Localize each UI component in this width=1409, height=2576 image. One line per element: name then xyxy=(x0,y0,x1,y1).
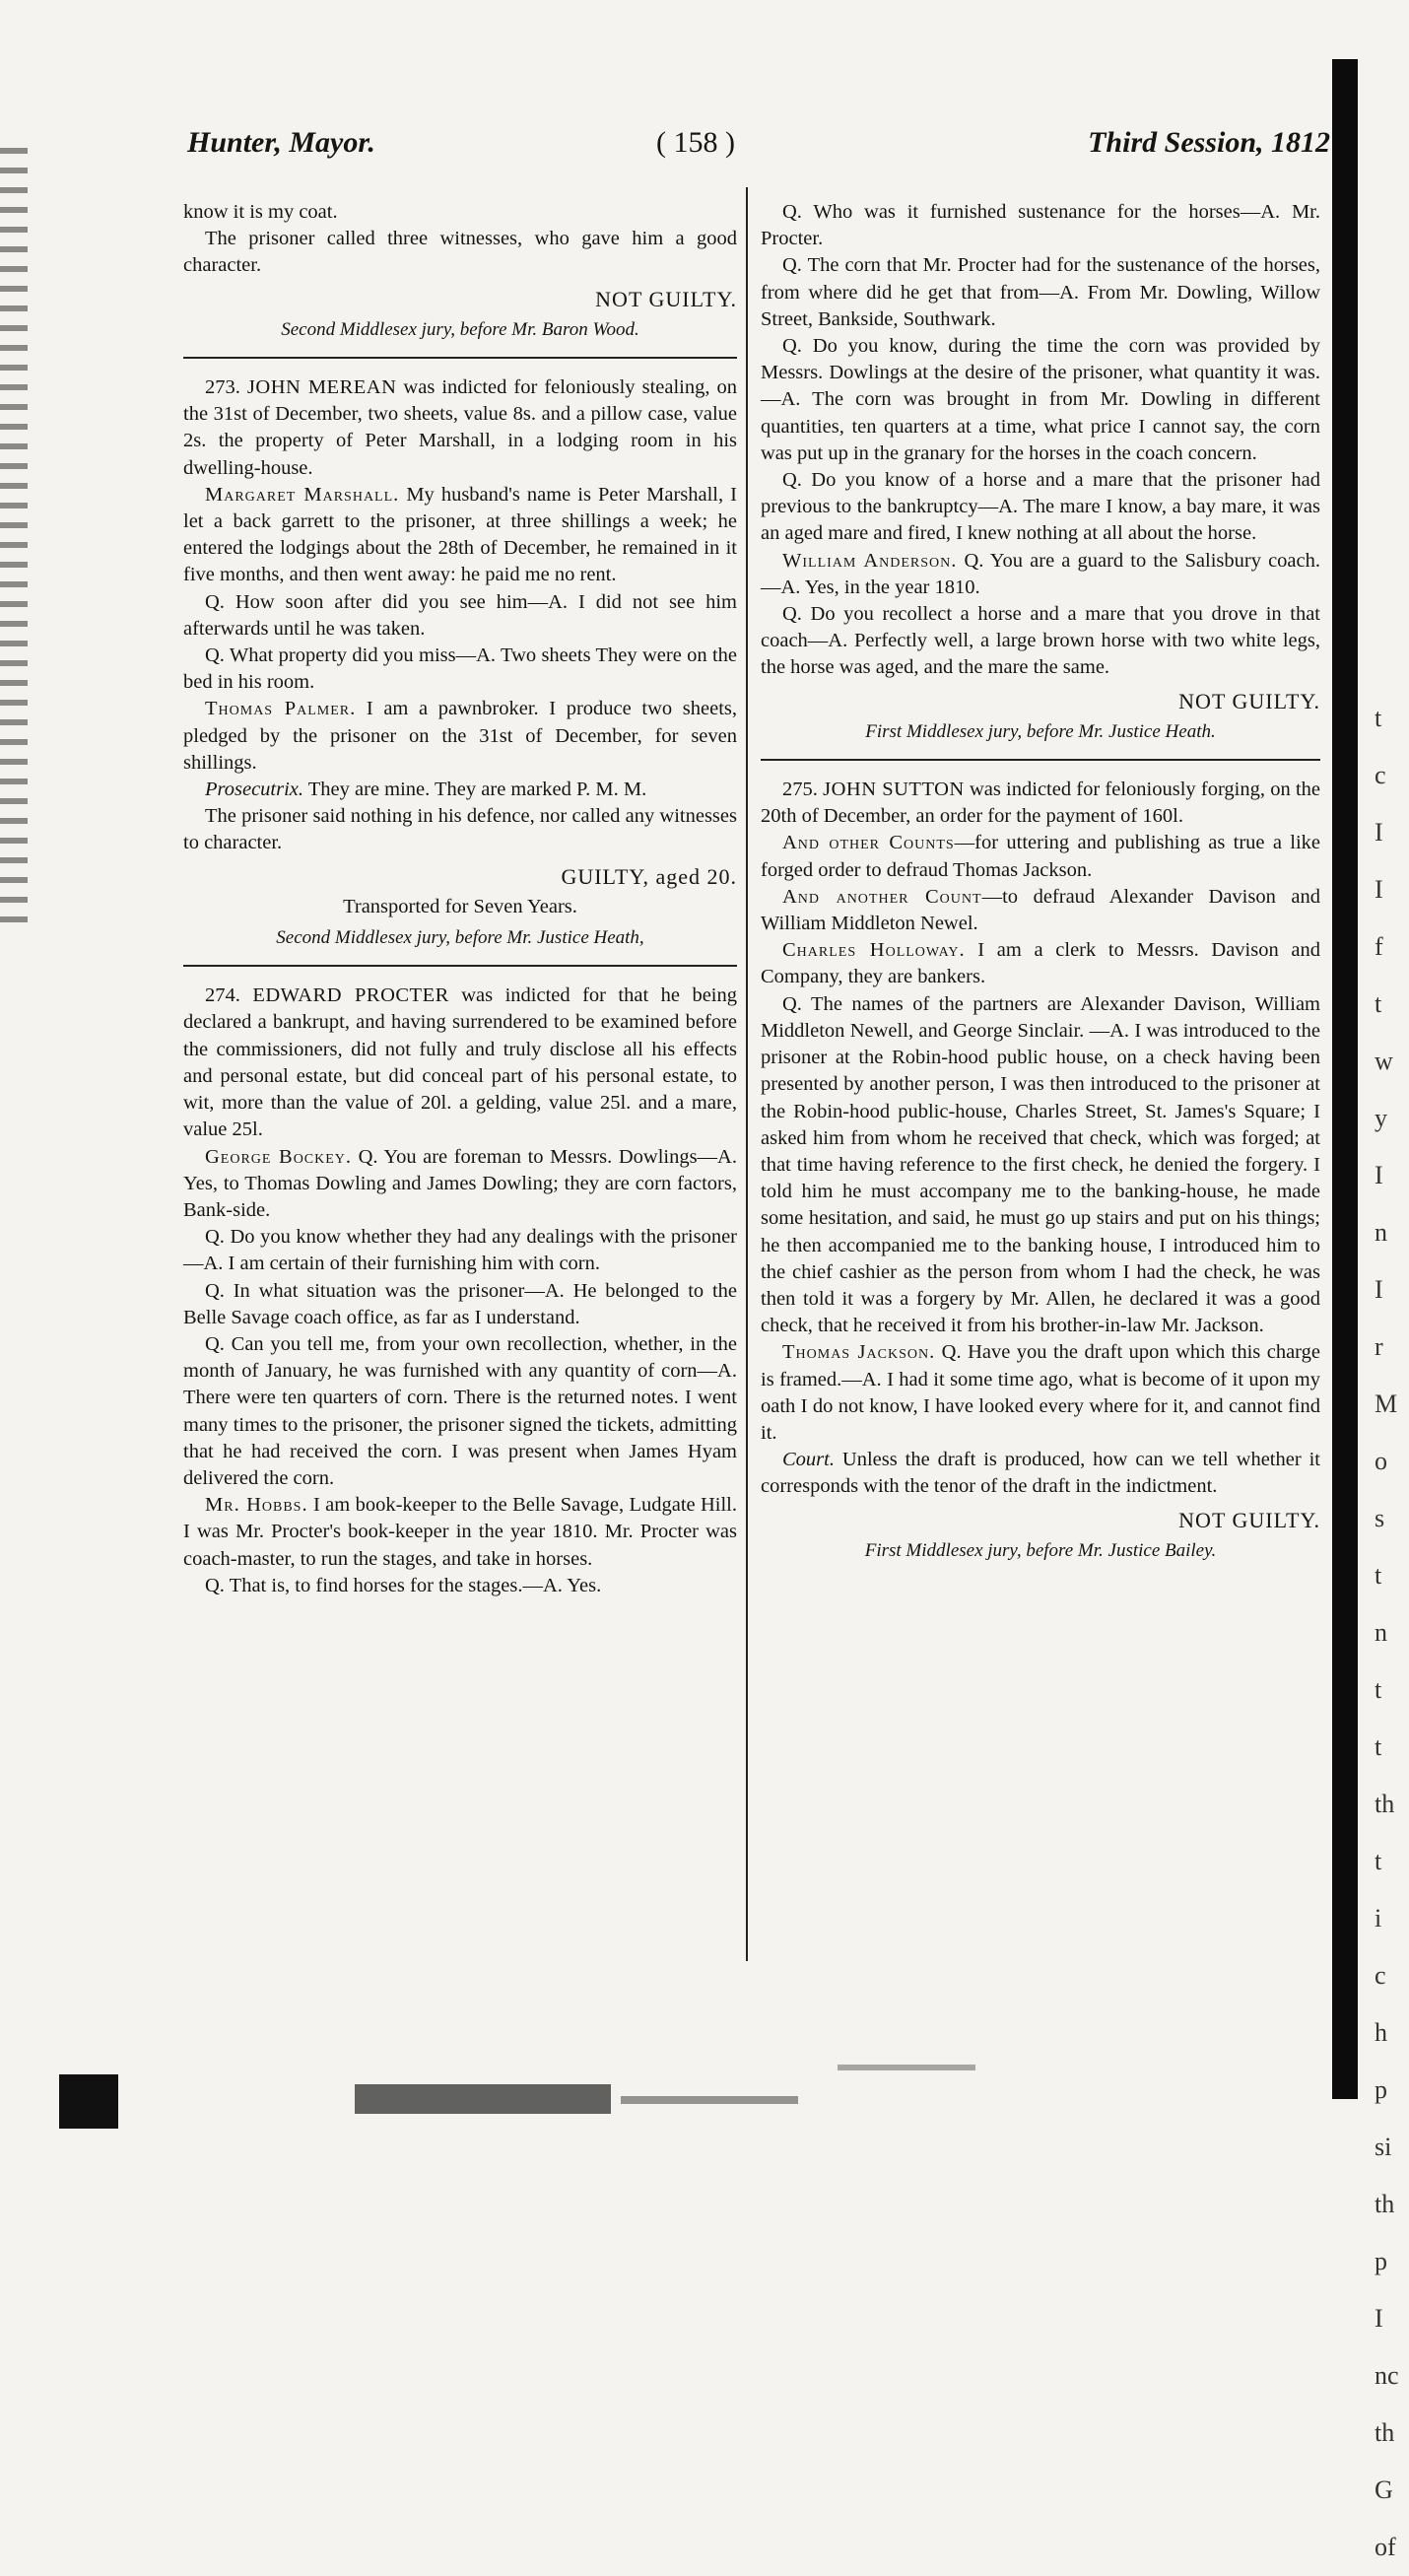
case-separator xyxy=(183,965,737,967)
adjacent-page-bleed xyxy=(1375,690,1409,2561)
testimony xyxy=(183,777,737,803)
testimony-text: Q. You are a guard to the Salisbury coach.—A. Yes, in the year 1810. xyxy=(761,549,1320,598)
bleed-fragment: I xyxy=(1375,1161,1383,1189)
testimony xyxy=(183,1492,737,1573)
page-number: ( 158 ) xyxy=(656,126,735,159)
defendant-name: JOHN SUTTON xyxy=(823,779,965,801)
testimony-text: My husband's name is Peter Marshall, I let a back garrett to the prisoner, at three shillings a week; he entered the lodgings about the 28th of December, he remained in it five months, and then went away: he paid me no rent. xyxy=(183,483,737,586)
testimony-text: Q. Have you the draft upon which this charge is framed.—A. I had it some time ago, what is become of it upon my oath I do not know, I have looked every where for it, and cannot find it. xyxy=(761,1341,1320,1444)
witness-name: George Bockey. xyxy=(205,1145,353,1168)
question-answer: Q. How soon after did you see him—A. I did not see him afterwards until he was taken. xyxy=(183,590,737,640)
question-answer: Q. Do you know, during the time the corn was provided by Messrs. Dowlings at the desire of the prisoner, what quantity it was.—A. The corn was brought in from Mr. Dowling in different quantities, ten quarters at a time, what price I cannot say, the corn was put up in the granary for the horses in the coach concern. xyxy=(761,335,1320,464)
question-answer: Q. In what situation was the prisoner—A. He belonged to the Belle Savage coach office, as far as I understand. xyxy=(183,1279,737,1328)
column-divider xyxy=(746,187,748,1961)
sentence: Transported for Seven Years. xyxy=(343,895,577,917)
jury-line: First Middlesex jury, before Mr. Justice Heath. xyxy=(865,720,1216,742)
speaker-label: Court. xyxy=(782,1449,835,1471)
bleed-fragment: th xyxy=(1375,2190,1395,2218)
indictment-text: was indicted for that he being declared a bankrupt, and having surrendered to be examined before the commissioners, did not fully and truly disclose all his effects and personal estate, but did conceal part of his personal estate, to wit, more than the value of 20l. a gelding, value 25l. and a mare, value 25l. xyxy=(183,984,737,1141)
testimony-text: They are mine. They are marked P. M. M. xyxy=(303,779,647,801)
testimony xyxy=(183,696,737,777)
testimony-text: Q. You are foreman to Messrs. Dowlings—A. Yes, to Thomas Dowling and James Dowling; they are corn factors, Bank-side. xyxy=(183,1145,737,1221)
bleed-fragment: t xyxy=(1375,704,1382,732)
bleed-fragment: th xyxy=(1375,2418,1395,2447)
question-answer: Q. Who was it furnished sustenance for the horses—A. Mr. Procter. xyxy=(761,201,1320,250)
count-text: —to defraud Alexander Davison and William Middleton Newel. xyxy=(761,885,1321,935)
running-header xyxy=(187,126,1330,175)
bleed-fragment: M xyxy=(1375,1390,1398,1418)
testimony-text: I am a clerk to Messrs. Davison and Company, they are bankers. xyxy=(761,939,1320,988)
indictment-text: was indicted for feloniously forging, on the 20th of December, an order for the payment of 160l. xyxy=(761,779,1320,828)
bleed-fragment: t xyxy=(1375,1675,1382,1704)
count-label: And another Count xyxy=(782,885,982,908)
left-column xyxy=(183,199,737,1599)
case-separator xyxy=(183,357,737,359)
bleed-fragment: t xyxy=(1375,1847,1382,1875)
count xyxy=(761,830,1320,883)
question-answer: Q. That is, to find horses for the stages.—A. Yes. xyxy=(205,1574,602,1596)
question-answer: Q. What property did you miss—A. Two sheets They were on the bed in his room. xyxy=(183,644,737,694)
bleed-fragment: h xyxy=(1375,2018,1387,2047)
question-answer: Q. The names of the partners are Alexander Davison, William Middleton Newell, and George Sinclair. —A. I was introduced to the prisoner at the Robin-hood public house, on a check having been presented by another person, I was then introduced to the prisoner at the Robin-hood public-house, Charles Street, St. James's Square; I asked him from whom he received that check, which was forged; at that time having reference to the first check, he denied the forgery. I told him he must accompany me to the banking-house, he made some hesitation, and said, he must go up stairs and put on his things; he then accompanied me to the banking house, I introduced him to the chief cashier as the person from whom I had the check, he was then told it was a forgery by Mr. Allen, he declared it was a good check, that he received it from his brother-in-law Mr. Jackson. xyxy=(761,992,1320,1337)
case-274 xyxy=(183,983,737,1143)
bleed-fragment: t xyxy=(1375,1732,1382,1761)
header-right: Third Session, 1812 xyxy=(1088,126,1330,159)
bleed-fragment: f xyxy=(1375,932,1383,961)
bleed-fragment: I xyxy=(1375,818,1383,847)
case-separator xyxy=(761,759,1320,761)
bleed-fragment: c xyxy=(1375,1961,1386,1990)
question-answer: Q. Do you know whether they had any dealings with the prisoner—A. I am certain of their furnishing him with corn. xyxy=(183,1226,737,1275)
bleed-fragment: w xyxy=(1375,1047,1393,1075)
bleed-fragment: G xyxy=(1375,2475,1393,2504)
right-column xyxy=(761,199,1320,1574)
bleed-fragment: n xyxy=(1375,1218,1387,1247)
defendant-name: EDWARD PROCTER xyxy=(252,984,449,1007)
bleed-fragment: I xyxy=(1375,1275,1383,1304)
verdict: NOT GUILTY. xyxy=(1178,1507,1320,1532)
witness-name: Mr. Hobbs. xyxy=(205,1494,308,1517)
bleed-fragment: t xyxy=(1375,1561,1382,1590)
jury-line: First Middlesex jury, before Mr. Justice Bailey. xyxy=(864,1539,1217,1561)
bleed-fragment: th xyxy=(1375,1790,1395,1818)
scan-margin-stain xyxy=(0,148,28,936)
bleed-fragment: i xyxy=(1375,1904,1382,1932)
verdict: NOT GUILTY. xyxy=(1178,688,1320,713)
count-label: And other Counts xyxy=(782,832,955,854)
bleed-fragment: r xyxy=(1375,1332,1383,1361)
verdict: NOT GUILTY. xyxy=(595,286,737,311)
bleed-fragment: p xyxy=(1375,2247,1387,2275)
count xyxy=(761,884,1320,937)
testimony-text: I am book-keeper to the Belle Savage, Ludgate Hill. I was Mr. Procter's book-keeper in the year 1810. Mr. Procter was coach-master, to run the stages, and take in horses. xyxy=(183,1494,738,1570)
testimony xyxy=(761,937,1320,990)
bleed-fragment: y xyxy=(1375,1104,1387,1132)
jury-line: Second Middlesex jury, before Mr. Baron Wood. xyxy=(281,318,639,340)
bleed-fragment: n xyxy=(1375,1618,1387,1647)
paragraph: The prisoner said nothing in his defence, nor called any witnesses to character. xyxy=(183,805,737,854)
testimony xyxy=(761,1339,1320,1447)
testimony-text: Unless the draft is produced, how can we tell whether it corresponds with the tenor of the draft in the indictment. xyxy=(761,1449,1320,1498)
verdict: GUILTY, aged 20. xyxy=(561,863,737,889)
question-answer: Q. Can you tell me, from your own recollection, whether, in the month of January, he was furnished with any quantity of corn—A. There were ten quarters of corn. There is the returned notes. I went many times to the prisoner, the prisoner signed the tickets, admitting that he had received the corn. I was present when James Hyam delivered the corn. xyxy=(183,1332,737,1489)
case-number: 275. xyxy=(782,779,824,801)
paragraph: know it is my coat. xyxy=(183,201,338,223)
case-number: 273. xyxy=(205,376,247,399)
case-273 xyxy=(183,374,737,482)
bleed-fragment: si xyxy=(1375,2133,1392,2161)
case-number: 274. xyxy=(205,984,253,1007)
bleed-fragment: t xyxy=(1375,989,1382,1018)
testimony-text: I am a pawnbroker. I produce two sheets, pledged by the prisoner on the 31st of December, for seven shillings. xyxy=(183,698,737,774)
scan-binding-shadow xyxy=(1332,59,1358,2099)
scan-bottom-noise xyxy=(30,2055,1340,2134)
testimony xyxy=(761,1447,1320,1500)
witness-name: William Anderson. xyxy=(782,549,958,572)
testimony xyxy=(183,482,737,589)
bleed-fragment: p xyxy=(1375,2075,1387,2104)
count-text: —for uttering and publishing as true a like forged order to defraud Thomas Jackson. xyxy=(761,832,1320,881)
bleed-fragment: nc xyxy=(1375,2361,1399,2390)
case-275 xyxy=(761,777,1320,830)
indictment-text: was indicted for feloniously stealing, on the 31st of December, two sheets, value 8s. and a pillow case, value 2s. the property of Peter Marshall, in a lodging room in his dwelling-house. xyxy=(183,376,738,479)
bleed-fragment: I xyxy=(1375,875,1383,904)
witness-name: Thomas Palmer. xyxy=(205,698,357,720)
paragraph: The prisoner called three witnesses, who gave him a good character. xyxy=(183,228,737,277)
bleed-fragment: of xyxy=(1375,2533,1396,2561)
witness-name: Margaret Marshall. xyxy=(205,483,400,506)
witness-name: Charles Holloway. xyxy=(782,939,966,962)
testimony xyxy=(761,548,1320,601)
bleed-fragment: I xyxy=(1375,2304,1383,2333)
header-left: Hunter, Mayor. xyxy=(187,126,375,159)
witness-name: Thomas Jackson. xyxy=(782,1341,936,1364)
question-answer: Q. The corn that Mr. Procter had for the sustenance of the horses, from where did he get that from—A. From Mr. Dowling, Willow Street, Bankside, Southwark. xyxy=(761,254,1320,330)
question-answer: Q. Do you recollect a horse and a mare that you drove in that coach—A. Perfectly well, a large brown horse with two white legs, the horse was aged, and the mare the same. xyxy=(761,603,1320,679)
bleed-fragment: c xyxy=(1375,761,1386,789)
jury-line: Second Middlesex jury, before Mr. Justice Heath, xyxy=(276,927,644,949)
bleed-fragment: o xyxy=(1375,1447,1387,1475)
bleed-fragment: s xyxy=(1375,1504,1385,1532)
testimony xyxy=(183,1144,737,1225)
defendant-name: JOHN MEREAN xyxy=(246,376,397,399)
speaker-label: Prosecutrix. xyxy=(205,779,304,801)
question-answer: Q. Do you know of a horse and a mare that the prisoner had previous to the bankruptcy—A. The mare I know, a bay mare, it was an aged mare and fired, I knew nothing at all about the horse. xyxy=(761,469,1320,545)
